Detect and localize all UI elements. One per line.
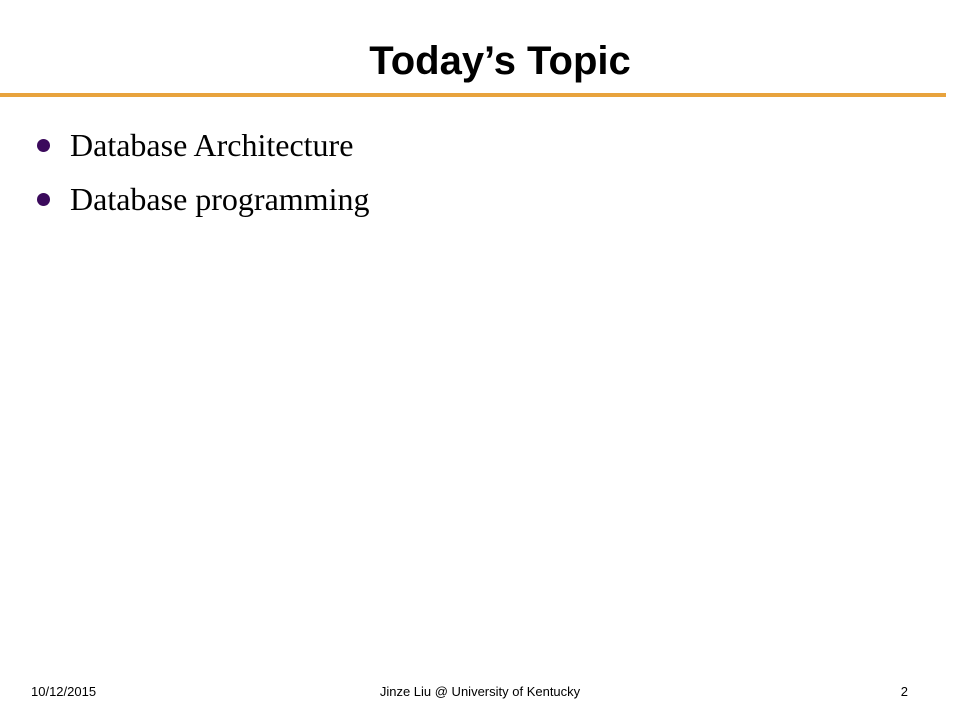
footer-author-affiliation: Jinze Liu @ University of Kentucky <box>379 684 581 699</box>
slide-title: Today’s Topic <box>369 39 631 83</box>
bullet-text: Database Architecture <box>70 127 354 163</box>
filled-circle-bullet-icon <box>37 193 50 206</box>
bullet-item <box>30 118 369 172</box>
bullet-list <box>30 118 369 226</box>
bullet-text: Database programming <box>70 181 370 217</box>
footer-date: 10/12/2015 <box>31 684 97 699</box>
title-underline-rule <box>0 93 946 97</box>
filled-circle-bullet-icon <box>37 139 50 152</box>
footer-page-number: 2 <box>900 684 908 699</box>
bullet-item <box>30 172 369 226</box>
